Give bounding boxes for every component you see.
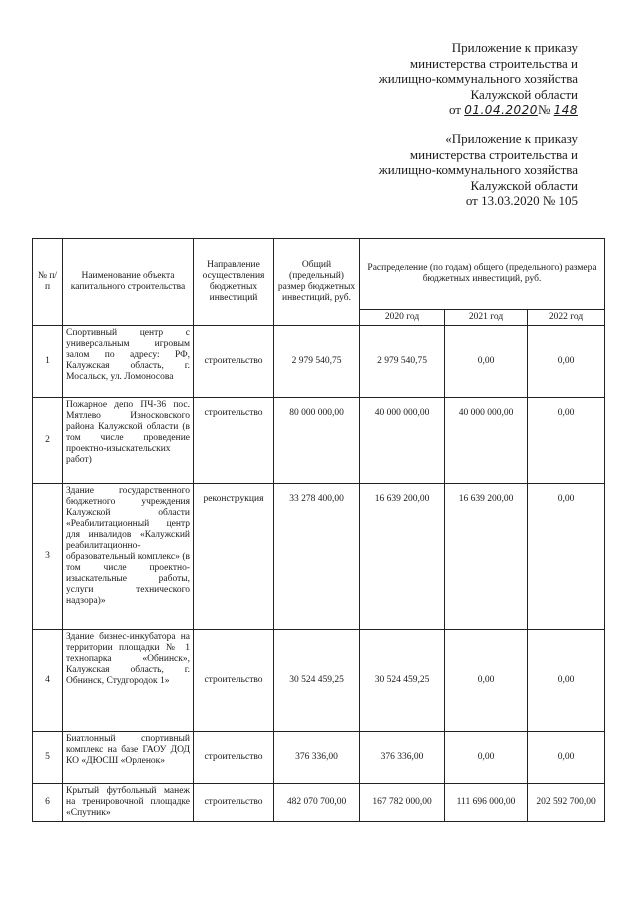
direction: строительство [194,326,274,398]
header-distribution: Распределение (по годам) общего (предельного) размера бюджетных инвестиций, руб. [360,239,605,310]
total-amount: 482 070 700,00 [274,784,360,822]
amount-2021: 0,00 [445,326,528,398]
total-amount: 80 000 000,00 [274,398,360,484]
header-line: Калужской области [470,177,578,193]
total-amount: 30 524 459,25 [274,630,360,732]
object-name: Крытый футбольный манеж на тренировочной площадке «Спутник» [63,784,194,822]
header-object-name: Наименование объекта капитального строительства [63,239,194,326]
header-line: жилищно-коммунального хозяйства [378,71,578,86]
row-num: 4 [33,630,63,732]
amount-2020: 2 979 540,75 [360,326,445,398]
amount-2021: 111 696 000,00 [445,784,528,822]
header-num: № п/п [33,239,63,326]
header-date-line [379,102,578,119]
amount-2020: 40 000 000,00 [360,398,445,484]
order-appendix-header [379,40,578,119]
object-name: Здание бизнес-инкубатора на территории площадки № 1 технопарка «Обнинск», Калужская область, г. Обнинск, Студгородок 1» [63,630,194,732]
header-total: Общий (предельный) размер бюджетных инвестиций, руб. [274,239,360,326]
header-line: министерства строительства и [409,146,578,162]
direction: строительство [194,630,274,732]
row-num: 1 [33,326,63,398]
amount-2020: 376 336,00 [360,732,445,784]
table-row [33,398,605,484]
table-row [33,784,605,822]
row-num: 3 [33,484,63,630]
object-name: Пожарное депо ПЧ-36 пос. Мятлево Износковского района Калужской области (в том числе проведение проектно-изыскательских работ) [63,398,194,484]
header-year-2022: 2022 год [528,310,605,326]
total-amount: 376 336,00 [274,732,360,784]
amount-2022: 0,00 [528,326,605,398]
handwritten-date: 01.04.2020 [464,103,538,117]
header-year-2020: 2020 год [360,310,445,326]
row-num: 2 [33,398,63,484]
table-row [33,732,605,784]
header-year-2021: 2021 год [445,310,528,326]
table-row [33,326,605,398]
object-name: Биатлонный спортивный комплекс на базе ГАОУ ДОД КО «ДЮСШ «Орленок» [63,732,194,784]
amount-2022: 0,00 [528,484,605,630]
direction: строительство [194,398,274,484]
direction: строительство [194,784,274,822]
amount-2021: 0,00 [445,630,528,732]
header-line: жилищно-коммунального хозяйства [378,162,578,177]
header-line: Калужской области [470,86,578,102]
header-direction: Направление осуществления бюджетных инвестиций [194,239,274,326]
amount-2022: 0,00 [528,398,605,484]
object-name: Спортивный центр с универсальным игровым залом по адресу: РФ, Калужская область, г. Мосальск, ул. Ломоносова [63,326,194,398]
amount-2021: 40 000 000,00 [445,398,528,484]
direction: реконструкция [194,484,274,630]
number-prefix: № [537,102,551,117]
direction: строительство [194,732,274,784]
amount-2021: 0,00 [445,732,528,784]
row-num: 6 [33,784,63,822]
amount-2022: 202 592 700,00 [528,784,605,822]
previous-order-header [379,131,578,209]
amount-2022: 0,00 [528,732,605,784]
table-row [33,484,605,630]
date-prefix: от [448,102,461,117]
amount-2020: 16 639 200,00 [360,484,445,630]
header-line: Приложение к приказу [451,40,578,55]
amount-2022: 0,00 [528,630,605,732]
header-line: «Приложение к приказу [445,131,578,146]
total-amount: 2 979 540,75 [274,326,360,398]
header-line: министерства строительства и [409,55,578,71]
row-num: 5 [33,732,63,784]
table-row [33,630,605,732]
amount-2021: 16 639 200,00 [445,484,528,630]
amount-2020: 167 782 000,00 [360,784,445,822]
amount-2020: 30 524 459,25 [360,630,445,732]
header-line: от 13.03.2020 № 105 [465,193,578,208]
investment-table [32,238,605,822]
object-name: Здание государственного бюджетного учреждения Калужской области «Реабилитационный центр для инвалидов «Калужский реабилитационно-образовательный комплекс» (в том числе проектно-изыскательные работы, услуги технического надзора)» [63,484,194,630]
total-amount: 33 278 400,00 [274,484,360,630]
handwritten-number: 148 [553,103,578,117]
